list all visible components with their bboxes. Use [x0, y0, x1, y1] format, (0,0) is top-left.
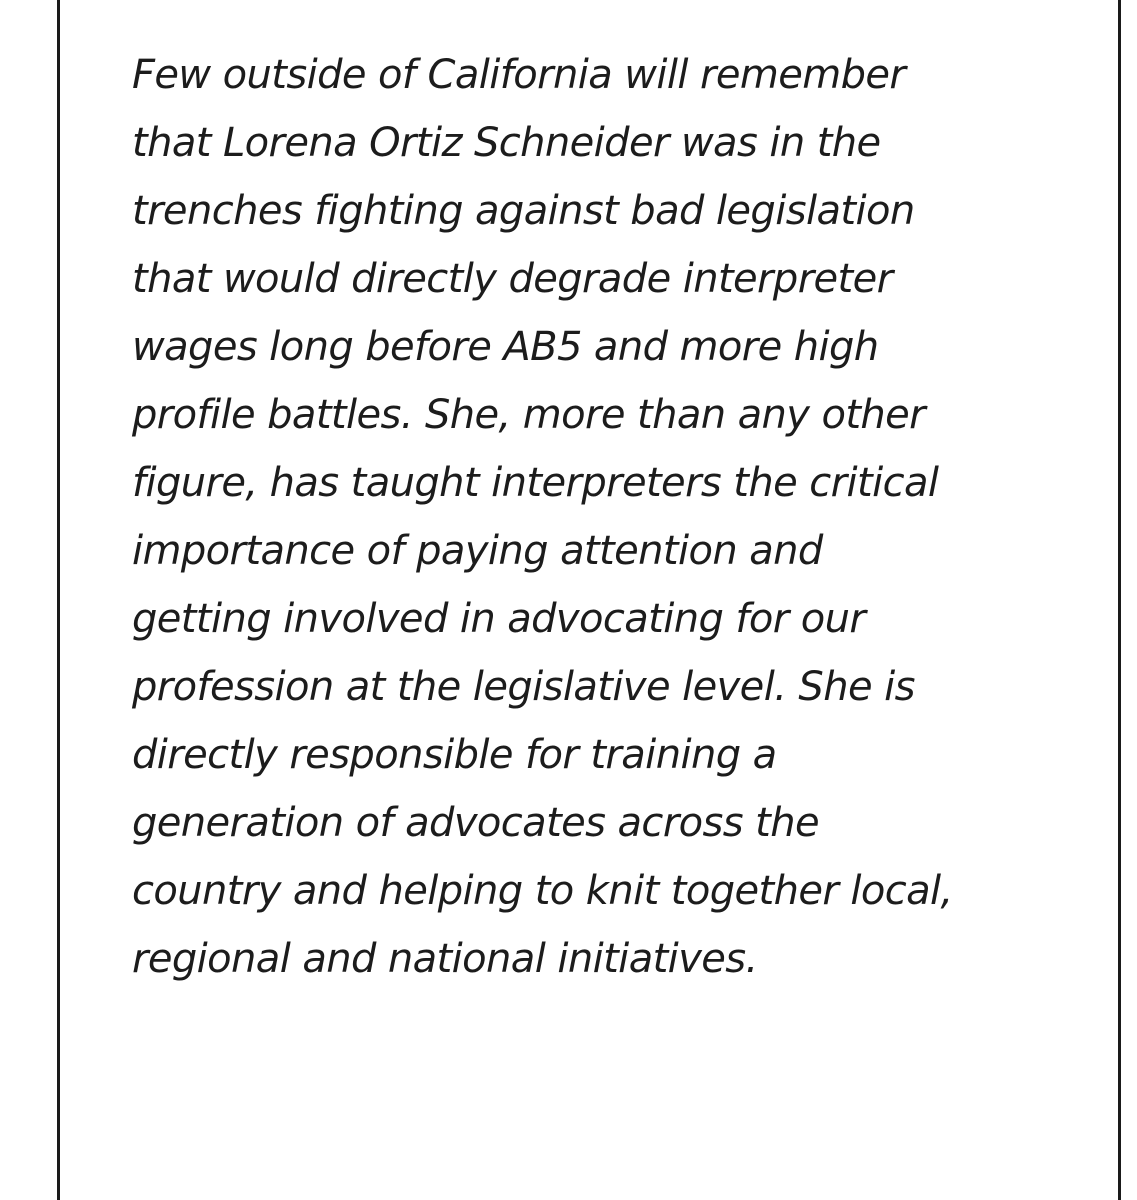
- quote-line: generation of advocates across the: [132, 800, 819, 846]
- quote-line: Few outside of California will remember: [132, 52, 906, 98]
- quote-line: profile battles. She, more than any other: [132, 392, 926, 438]
- quote-line: wages long before AB5 and more high: [132, 324, 879, 370]
- quote-line: that would directly degrade interpreter: [132, 256, 893, 302]
- quote-line: trenches fighting against bad legislation: [132, 188, 915, 234]
- quote-line: profession at the legislative level. She is: [132, 664, 915, 710]
- quote-line: country and helping to knit together local,: [132, 868, 953, 914]
- quote-line: importance of paying attention and: [132, 528, 823, 574]
- quote-line: getting involved in advocating for our: [132, 596, 866, 642]
- quote-line: directly responsible for training a: [132, 732, 777, 778]
- right-border-rule: [1118, 0, 1121, 1200]
- quote-line: figure, has taught interpreters the critical: [132, 460, 939, 506]
- left-border-rule: [57, 0, 60, 1200]
- quote-line: regional and national initiatives.: [132, 936, 758, 982]
- quote-line: that Lorena Ortiz Schneider was in the: [132, 120, 881, 166]
- quote-text-block: [132, 41, 1032, 993]
